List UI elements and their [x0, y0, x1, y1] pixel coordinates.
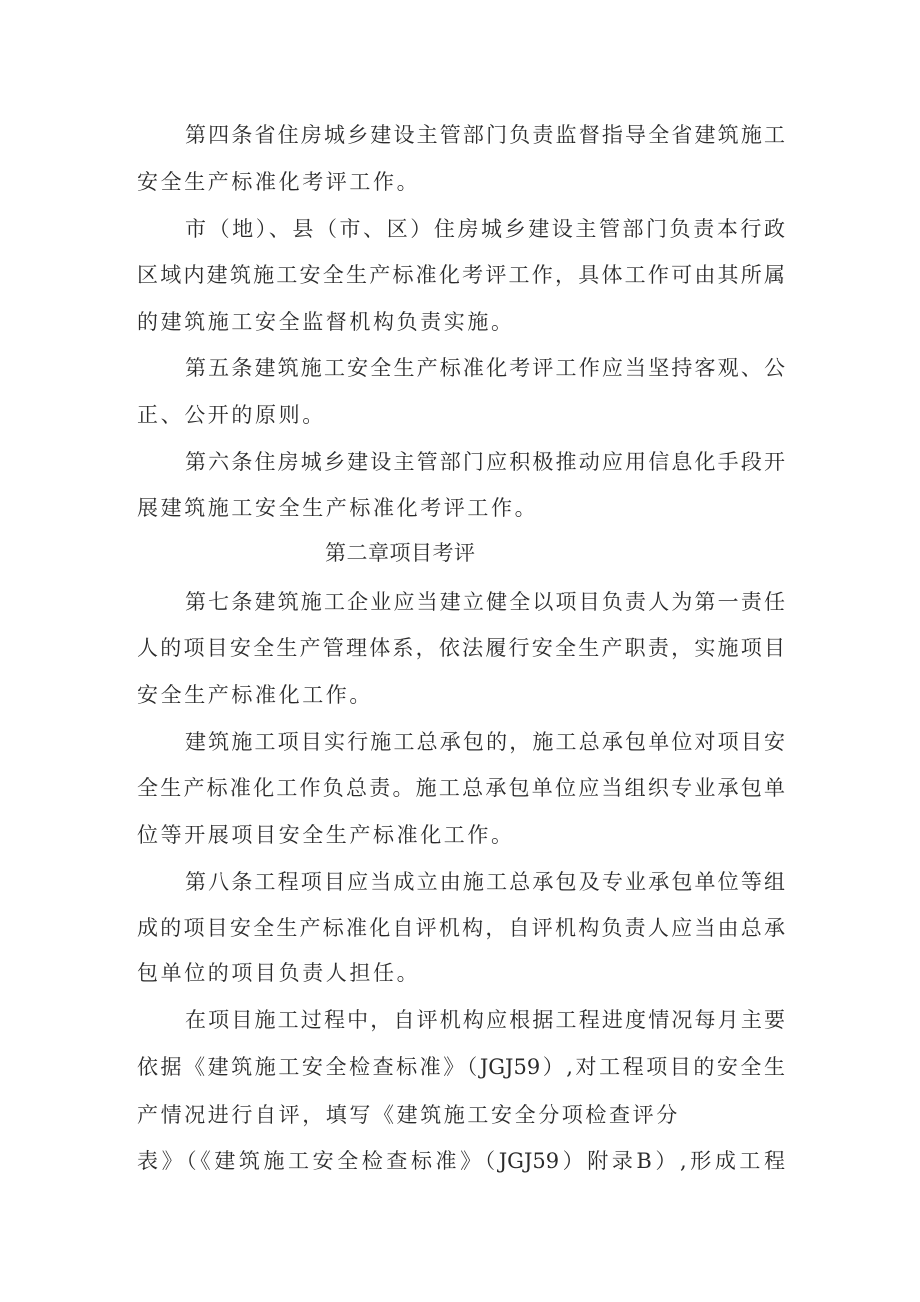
text-line: 第四条省住房城乡建设主管部门负责监督指导全省建筑施工: [185, 123, 785, 147]
text-line: 产情况进行自评，填写《建筑施工安全分项检查评分: [137, 1103, 680, 1127]
text-line: 表》（《建筑施工安全检查标准》（JGJ59）附录B）,形成工程: [137, 1149, 785, 1173]
text-line: 第五条建筑施工安全生产标准化考评工作应当坚持客观、公: [185, 356, 785, 380]
text-line: 全生产标准化工作负总责。施工总承包单位应当组织专业承包单: [137, 776, 785, 800]
text-line: 区域内建筑施工安全生产标准化考评工作，具体工作可由其所属: [137, 263, 785, 287]
text-line: 包单位的项目负责人担任。: [137, 961, 421, 985]
text-line: 安全生产标准化工作。: [137, 683, 373, 707]
text-line: 位等开展项目安全生产标准化工作。: [137, 823, 515, 847]
text-line: 第六条住房城乡建设主管部门应积极推动应用信息化手段开: [185, 450, 785, 474]
text-line: 第七条建筑施工企业应当建立健全以项目负责人为第一责任: [185, 590, 785, 614]
text-line: 依据《建筑施工安全检查标准》（JGJ59）,对工程项目的安全生: [137, 1055, 785, 1079]
text-line: 展建筑施工安全生产标准化考评工作。: [137, 496, 539, 520]
text-line: 在项目施工过程中，自评机构应根据工程进度情况每月主要: [185, 1008, 785, 1032]
text-line: 人的项目安全生产管理体系，依法履行安全生产职责，实施项目: [137, 636, 785, 660]
text-line: 市（地）、县（市、区）住房城乡建设主管部门负责本行政: [185, 217, 785, 241]
chapter-heading: 第二章项目考评: [325, 541, 476, 565]
text-line: 的建筑施工安全监督机构负责实施。: [137, 310, 515, 334]
text-line: 成的项目安全生产标准化自评机构，自评机构负责人应当由总承: [137, 916, 785, 940]
text-line: 安全生产标准化考评工作。: [137, 170, 421, 194]
text-line: 正、公开的原则。: [137, 403, 326, 427]
text-line: 建筑施工项目实行施工总承包的，施工总承包单位对项目安: [185, 730, 785, 754]
text-line: 第八条工程项目应当成立由施工总承包及专业承包单位等组: [185, 870, 785, 894]
